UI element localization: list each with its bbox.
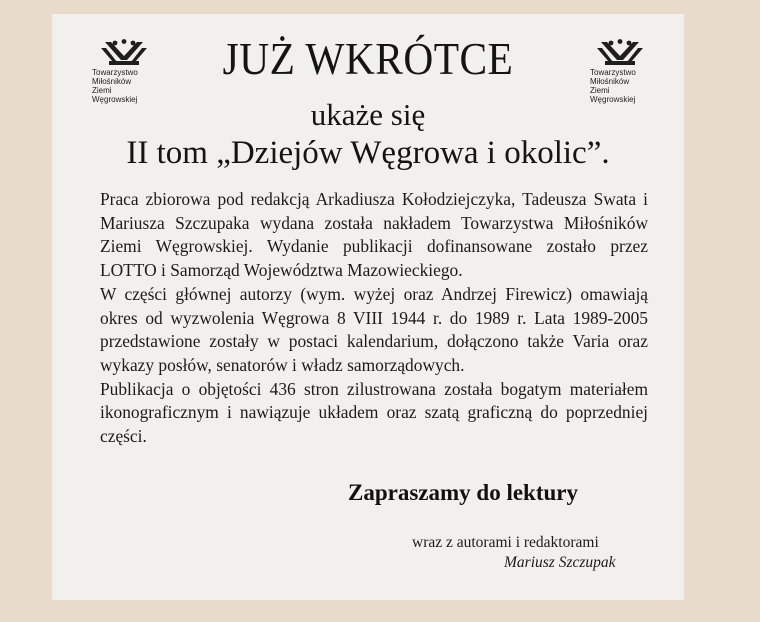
body-paragraph: W części głównej autorzy (wym. wyżej oraz Andrzej Firewicz) omawiają okres od wyzwolenia Węgrowa 8 VIII 1944 r. do 1989 r. Lata 1989-2005 przedstawione zostały w postaci kalendarium, dołączono także Varia oraz wykazy posłów, senatorów i władz samorządowych. (100, 283, 648, 375)
society-name-line: Towarzystwo (92, 68, 138, 77)
society-name-line: Towarzystwo (590, 68, 636, 77)
society-name-line: Węgrowskiej (590, 95, 636, 104)
subheadline: ukaże się (310, 97, 426, 132)
invitation: Zapraszamy do lektury (348, 480, 578, 505)
flyer-page (52, 14, 684, 600)
body-paragraph: Publikacja o objętości 436 stron zilustrowana została bogatym materiałem ikonograficznym i nawiązuje układem oraz szatą graficzną do poprzedniej części. (100, 378, 648, 447)
society-name-line: Węgrowskiej (92, 95, 138, 104)
headline: JUŻ WKRÓTCE (222, 34, 514, 84)
announcement-body (100, 188, 648, 449)
society-name-line: Miłośników (92, 77, 132, 86)
body-paragraph: Praca zbiorowa pod redakcją Arkadiusza Kołodziejczyka, Tadeusza Swata i Mariusza Szczupaka wydana została nakładem Towarzystwa Miłośników Ziemi Węgrowskiej. Wydanie publikacji dofinansowane zostało przez LOTTO i Samorząd Województwa Mazowieckiego. (100, 189, 648, 281)
signoff-author: Mariusz Szczupak (504, 554, 616, 571)
book-title: II tom „Dziejów Węgrowa i okolic”. (126, 135, 610, 171)
society-name-line: Ziemi (92, 86, 112, 95)
signoff-with: wraz z autorami i redaktorami (412, 534, 599, 551)
society-name-line: Ziemi (590, 86, 610, 95)
society-name-line: Miłośników (590, 77, 630, 86)
